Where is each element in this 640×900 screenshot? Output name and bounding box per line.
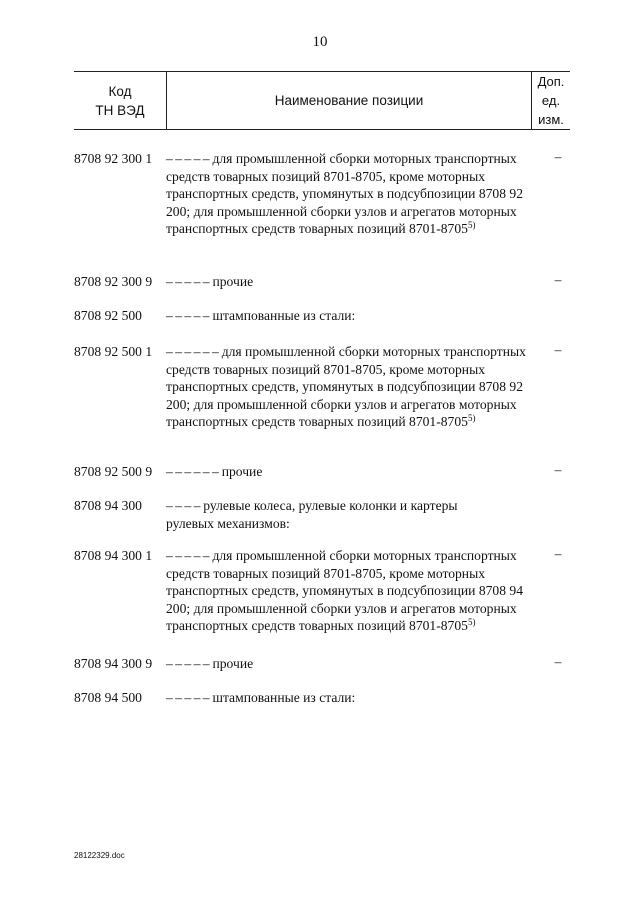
footer-filename: 28122329.doc (74, 851, 125, 860)
row-text: прочие (212, 656, 254, 671)
row-text: штампованные из стали: (212, 690, 356, 705)
header-unit-line2: ед. (541, 93, 561, 108)
row-unit: – (554, 654, 562, 669)
row-description (166, 150, 526, 238)
row-text: для промышленной сборки моторных транспортных средств товарных позиций 8701-8705, кроме моторных транспортных средств, упомянутых в подсубпозиции 8708 92 200; для промышленной сборки узлов и агрегатов моторных транспортных средств товарных позиций 8701-8705 (166, 344, 526, 429)
row-unit: – (554, 546, 562, 561)
row-text: штампованные из стали: (212, 308, 356, 323)
row-footnote: 5) (467, 617, 476, 627)
row-footnote: 5) (467, 220, 476, 230)
row-code: 8708 92 500 (74, 308, 142, 323)
row-dashes: – – – – – (166, 548, 210, 563)
row-code: 8708 94 300 (74, 498, 142, 513)
row-code: 8708 92 500 1 (74, 344, 153, 359)
row-footnote: 5) (467, 413, 476, 423)
row-dashes: – – – – – (166, 690, 210, 705)
header-unit-line3: изм. (538, 112, 564, 127)
row-description (166, 343, 526, 431)
row-code: 8708 92 300 1 (74, 151, 153, 166)
row-text: рулевые колеса, рулевые колонки и картеры рулевых механизмов: (166, 498, 458, 531)
row-code: 8708 94 500 (74, 690, 142, 705)
header-code (74, 72, 167, 129)
row-description (166, 273, 526, 291)
row-dashes: – – – – – (166, 151, 210, 166)
row-description (166, 463, 526, 481)
header-unit (531, 72, 570, 129)
row-unit: – (554, 342, 562, 357)
row-dashes: – – – – (166, 498, 200, 513)
row-text: прочие (221, 464, 263, 479)
row-dashes: – – – – – (166, 656, 210, 671)
row-description (166, 655, 526, 673)
row-text: для промышленной сборки моторных транспортных средств товарных позиций 8701-8705, кроме моторных транспортных средств, упомянутых в подсубпозиции 8708 94 200; для промышленной сборки узлов и агрегатов моторных транспортных средств товарных позиций 8701-8705 (166, 548, 523, 633)
row-code: 8708 92 500 9 (74, 464, 153, 479)
row-unit: – (554, 149, 562, 164)
row-code: 8708 94 300 9 (74, 656, 153, 671)
row-dashes: – – – – – – (166, 464, 219, 479)
header-name: Наименование позиции (274, 93, 424, 108)
row-text: прочие (212, 274, 254, 289)
row-dashes: – – – – – (166, 274, 210, 289)
row-dashes: – – – – – – (166, 344, 219, 359)
header-code-line2: ТН ВЭД (95, 102, 145, 118)
row-unit: – (554, 462, 562, 477)
header-unit-line1: Доп. (537, 74, 565, 89)
table-header (74, 71, 570, 130)
row-description (166, 307, 526, 325)
row-code: 8708 92 300 9 (74, 274, 153, 289)
row-description (166, 497, 496, 532)
row-code: 8708 94 300 1 (74, 548, 153, 563)
row-dashes: – – – – – (166, 308, 210, 323)
page-number: 10 (312, 34, 328, 50)
row-description (166, 547, 526, 635)
row-unit: – (554, 272, 562, 287)
row-description (166, 689, 526, 707)
header-code-line1: Код (108, 83, 132, 99)
row-text: для промышленной сборки моторных транспортных средств товарных позиций 8701-8705, кроме моторных транспортных средств, упомянутых в подсубпозиции 8708 92 200; для промышленной сборки узлов и агрегатов моторных транспортных средств товарных позиций 8701-8705 (166, 151, 523, 236)
